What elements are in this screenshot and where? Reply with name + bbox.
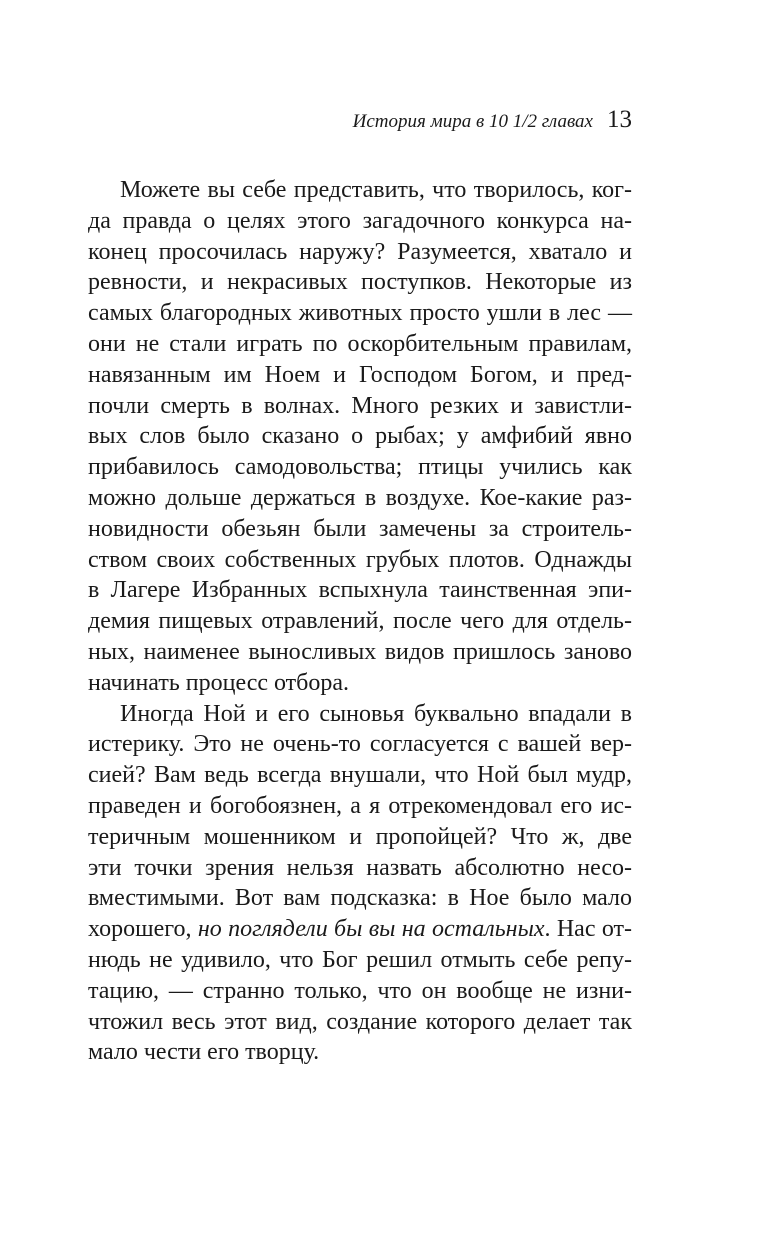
paragraph-2 bbox=[88, 699, 632, 1069]
text-line: чтожил весь этот вид, создание которого делает так bbox=[88, 1008, 632, 1035]
emphasized-text: но поглядели бы вы на остальных bbox=[197, 916, 545, 943]
text-segment: хорошего, bbox=[88, 916, 198, 943]
paragraph-1 bbox=[88, 175, 632, 699]
text-line: конец просочилась наружу? Разумеется, хватало и bbox=[88, 238, 632, 265]
body-text bbox=[88, 175, 632, 1068]
text-line: вместимыми. Вот вам подсказка: в Ное было мало bbox=[88, 885, 632, 912]
text-line: да правда о целях этого загадочного конкурса на- bbox=[88, 207, 632, 234]
page-number: 13 bbox=[607, 106, 632, 133]
text-line: вых слов было сказано о рыбах; у амфибий явно bbox=[88, 423, 632, 450]
text-line: новидности обезьян были замечены за строитель- bbox=[88, 515, 632, 542]
text-line: эти точки зрения нельзя назвать абсолютно несо- bbox=[88, 854, 632, 881]
text-line: нюдь не удивило, что Бог решил отмыть себе репу- bbox=[88, 946, 632, 973]
text-line: праведен и богобоязнен, а я отрекомендовал его ис- bbox=[88, 792, 632, 819]
text-line-with-emphasis bbox=[88, 914, 632, 945]
text-line: в Лагере Избранных вспыхнула таинственная эпи- bbox=[88, 577, 632, 604]
text-line: прибавилось самодовольства; птицы учились как bbox=[88, 454, 632, 481]
text-line: ством своих собственных грубых плотов. Однажды bbox=[88, 546, 632, 573]
text-line: Можете вы себе представить, что творилось, ког- bbox=[120, 177, 632, 203]
text-segment: . Нас от- bbox=[544, 916, 633, 943]
text-line: Иногда Ной и его сыновья буквально впадали в bbox=[120, 700, 632, 727]
text-line: сией? Вам ведь всегда внушали, что Ной был мудр, bbox=[88, 762, 632, 789]
text-line: ных, наименее выносливых видов пришлось заново bbox=[88, 638, 632, 665]
text-line: ревности, и некрасивых поступков. Некоторые из bbox=[88, 269, 632, 296]
text-line: можно дольше держаться в воздухе. Кое-какие раз- bbox=[88, 484, 632, 511]
text-line: навязанным им Ноем и Господом Богом, и пред- bbox=[88, 361, 632, 388]
text-line: они не стали играть по оскорбительным правилам, bbox=[88, 330, 632, 357]
text-line: демия пищевых отравлений, после чего для отдель- bbox=[88, 608, 632, 635]
text-line: мало чести его творцу. bbox=[88, 1039, 320, 1066]
text-line: теричным мошенником и пропойцей? Что ж, две bbox=[88, 823, 632, 850]
text-line: почли смерть в волнах. Много резких и завистли- bbox=[88, 392, 632, 419]
running-head bbox=[88, 106, 632, 140]
running-head-title: История мира в 10 1/2 главах bbox=[352, 111, 593, 132]
text-line: тацию, — странно только, что он вообще не изни- bbox=[88, 977, 632, 1004]
text-line: начинать процесс отбора. bbox=[88, 669, 350, 696]
text-line: истерику. Это не очень-то согласуется с вашей вер- bbox=[88, 731, 632, 758]
text-line: самых благородных животных просто ушли в лес — bbox=[88, 300, 632, 327]
